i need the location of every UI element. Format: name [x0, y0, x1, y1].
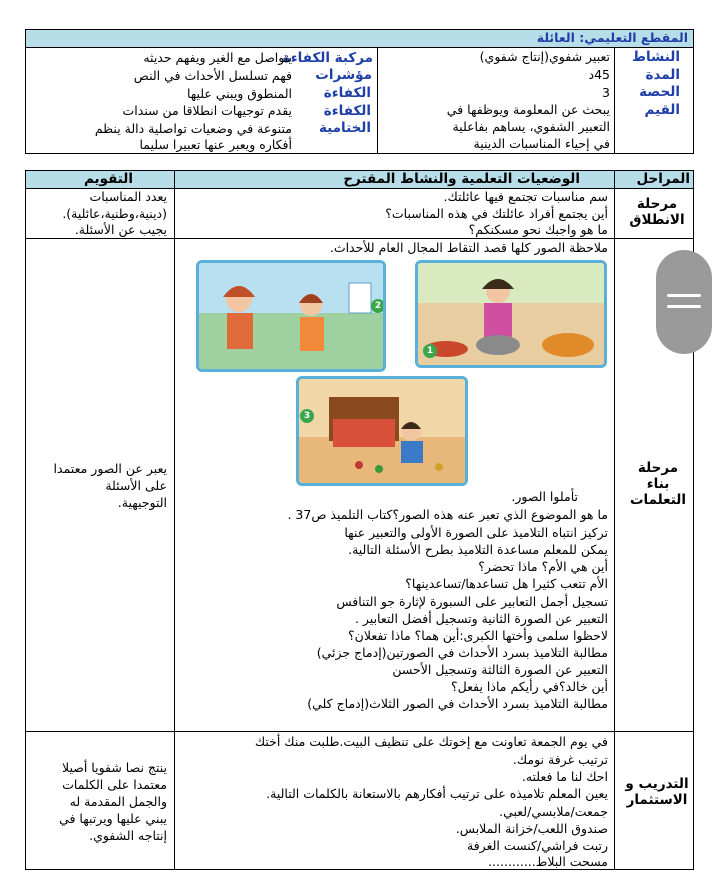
practice-line-6: صندوق اللعب/خزانة الملابس.	[455, 821, 608, 836]
launch-eval-3: يجيب عن الأسئلة.	[74, 222, 167, 237]
build-eval-2: على الأسئلة	[105, 478, 167, 493]
illustration-2	[196, 260, 386, 372]
practice-eval-4: يبني عليها ويرتبها في	[59, 811, 167, 826]
launch-line-3: ما هو واجبك نحو مسكنكم؟	[468, 222, 608, 237]
practice-eval-3: والجمل المقدمة له	[69, 794, 167, 809]
launch-line-2: أين يجتمع أفراد عائلتك في هذه المناسبات؟	[385, 206, 608, 221]
row-divider-2	[25, 731, 694, 732]
build-eval-1: يعبر عن الصور معتمدا	[53, 461, 167, 476]
badge-3: 3	[300, 409, 314, 423]
label-competence-component: مركبة الكفاءة	[282, 50, 373, 66]
info-header-divider	[25, 47, 694, 48]
build-line-6: الأم تتعب كثيرا هل تساعدها/تساعدينها؟	[405, 576, 608, 591]
build-line-8: التعبير عن الصورة الثانية وتسجيل أفضل التعابير .	[354, 611, 608, 626]
scroll-handle-bar-2	[667, 305, 701, 308]
competency-line-6: أفكاره ويعبر عنها تعبيرا سليما	[139, 137, 292, 152]
build-line-12: أين خالد؟في رأيكم ماذا يفعل؟	[451, 679, 608, 694]
practice-line-2: ترتيب غرفة نومك.	[512, 752, 608, 767]
stage-build: مرحلة بناء التعلمات	[629, 460, 687, 508]
scroll-handle-bar-1	[667, 294, 701, 297]
row-divider-1	[25, 238, 694, 239]
practice-line-8: مسحت البلاط............	[488, 854, 608, 869]
launch-eval-2: (دينية،وطنية،عائلية).	[62, 206, 167, 221]
build-line-2: ما هو الموضوع الذي تعبر عنه هذه الصور؟كتاب التلميذ ص37 .	[287, 507, 608, 522]
practice-line-4: يعين المعلم تلاميذه على ترتيب أفكارهم بالاستعانة بالكلمات التالية.	[266, 786, 608, 801]
competency-line-3: المنطوق ويبني عليها	[186, 86, 292, 101]
info-col-divider-1	[614, 47, 615, 154]
scroll-handle[interactable]	[656, 250, 712, 354]
label-duration: المدة	[645, 67, 680, 83]
label-session: الحصة	[639, 84, 680, 100]
build-line-10: مطالبة التلاميذ بسرد الأحداث في الصورتين(إدماج جزئي)	[316, 645, 608, 660]
stage-practice: التدريب و الاستثمار	[625, 776, 689, 808]
mother-cooking-icon	[418, 263, 604, 365]
main-col-divider-2	[174, 170, 175, 870]
launch-line-1: سم مناسبات تجتمع فيها عائلتك.	[443, 189, 608, 204]
competency-line-2: فهم تسلسل الأحداث في النص	[133, 68, 292, 83]
build-line-1: تأملوا الصور.	[511, 489, 578, 504]
header-stages: المراحل	[636, 171, 690, 187]
badge-2: 2	[371, 299, 385, 313]
build-eval-3: التوجيهية.	[117, 495, 167, 510]
build-line-11: التعبير عن الصورة الثالثة وتسجيل الأحسن	[392, 662, 608, 677]
label-values: القيم	[644, 102, 680, 118]
value-values-line2: التعبير الشفوي، يساهم بفاعلية	[452, 119, 610, 134]
main-col-divider-1	[614, 170, 615, 870]
launch-eval-1: يعدد المناسبات	[89, 189, 167, 204]
value-activity: تعبير شفوي(إنتاج شفوي)	[479, 49, 610, 64]
value-session: 3	[602, 85, 610, 100]
illustration-3	[296, 376, 468, 486]
value-values-line1: يبحث عن المعلومة ويوظفها في	[446, 102, 610, 117]
practice-eval-1: ينتج نصا شفويا أصيلا	[62, 760, 167, 775]
stage-launch: مرحلة الانطلاق	[629, 196, 685, 228]
header-evaluation: التقويم	[83, 171, 133, 187]
sisters-cleaning-icon	[199, 263, 383, 369]
illustration-1	[415, 260, 607, 368]
practice-line-5: جمعت/ملابسي/لعبي.	[499, 804, 608, 819]
build-line-3: تركيز انتباه التلاميذ على الصورة الأولى والتعبير عنها	[344, 525, 608, 540]
badge-1: 1	[423, 344, 437, 358]
practice-line-1: في يوم الجمعة تعاونت مع إخوتك على تنظيف البيت.طلبت منك أختك	[254, 734, 608, 749]
practice-eval-2: معتمدا على الكلمات	[62, 777, 167, 792]
label-competence-1: الكفاءة	[323, 85, 371, 101]
label-competence-2: الكفاءة	[323, 103, 371, 119]
info-header-title: المقطع التعليمي: العائلة	[536, 30, 688, 45]
value-values-line3: في إحياء المناسبات الدينية	[473, 136, 610, 151]
build-line-5: أين هي الأم؟ ماذا تحضر؟	[478, 559, 608, 574]
info-col-divider-2	[377, 47, 378, 154]
label-indicators: مؤشرات	[315, 67, 372, 83]
boy-tidying-room-icon	[299, 379, 465, 483]
competency-line-1: يتواصل مع الغير ويفهم حديثه	[143, 50, 292, 65]
header-activities: الوضعيات التعلمية والنشاط المقترح	[343, 171, 580, 187]
build-line-9: لاحظوا سلمى وأختها الكبرى:أين هما؟ ماذا تفعلان؟	[348, 628, 608, 643]
build-line-4: يمكن للمعلم مساعدة التلاميذ بطرح الأسئلة التالية.	[348, 542, 608, 557]
value-duration: 45د	[588, 67, 610, 82]
practice-line-7: رتبت فراشي/كنست الغرفة	[467, 838, 608, 853]
practice-line-3: احك لنا ما فعلته.	[521, 769, 608, 784]
competency-line-5: متنوعة في وضعيات تواصلية دالة ينظم	[94, 121, 292, 136]
build-line-13: مطالبة التلاميذ بسرد الأحداث في الصور الثلاث(إدماج كلي)	[307, 696, 608, 711]
build-intro: ملاحظة الصور كلها قصد التقاط المجال العام للأحداث.	[329, 240, 608, 255]
practice-eval-5: إنتاجه الشفوي.	[89, 828, 167, 843]
build-line-7: تسجيل أجمل التعابير على السبورة لإثارة جو التنافس	[336, 594, 608, 609]
label-activity: النشاط	[631, 49, 680, 65]
competency-line-4: يقدم توجيهات انطلاقا من سندات	[122, 103, 292, 118]
label-final: الختامية	[318, 120, 371, 136]
